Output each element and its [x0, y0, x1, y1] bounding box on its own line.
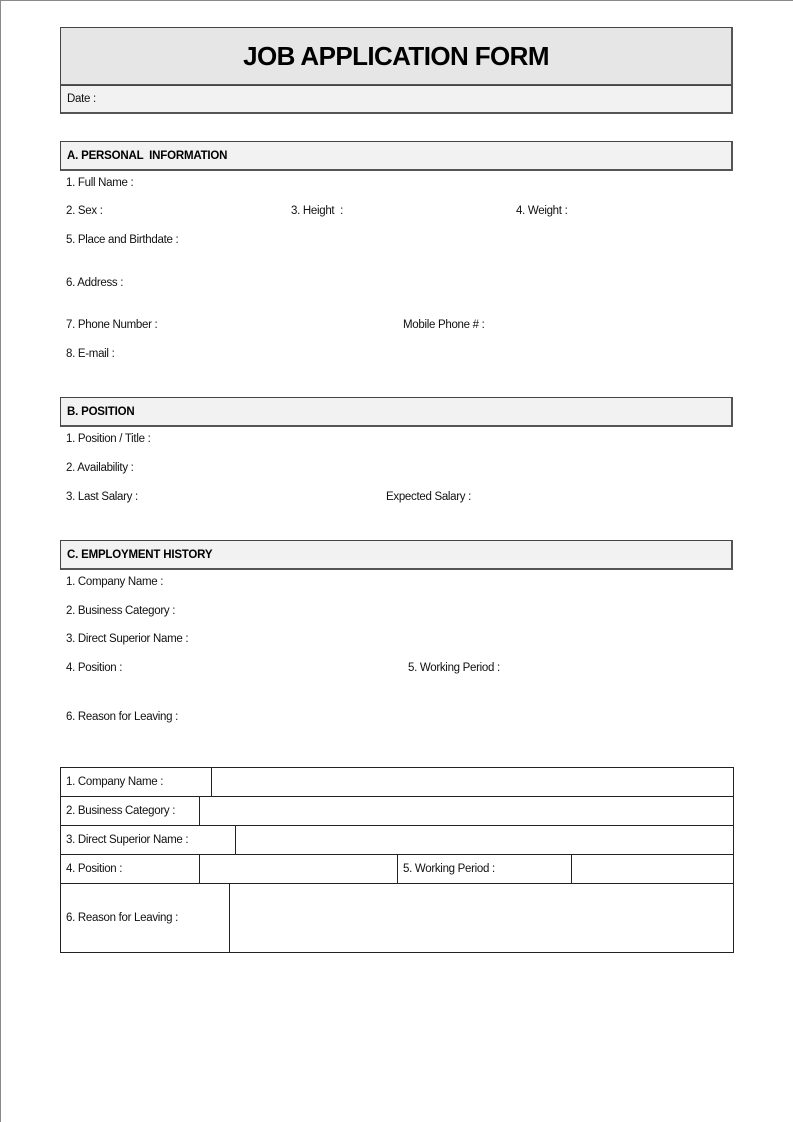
- reason-leaving-label: 6. Reason for Leaving :: [66, 912, 179, 924]
- table-row-position: [61, 855, 733, 884]
- weight-field[interactable]: 4. Weight :: [516, 205, 568, 217]
- email-field[interactable]: 8. E-mail :: [66, 348, 115, 360]
- place-birthdate-field[interactable]: 5. Place and Birthdate :: [66, 234, 179, 246]
- table-row-business: [61, 797, 733, 826]
- reason-leaving-field[interactable]: 6. Reason for Leaving :: [66, 711, 179, 723]
- employment-history-table: [60, 767, 734, 953]
- height-field[interactable]: 3. Height :: [291, 205, 344, 217]
- company-name-label: 1. Company Name :: [66, 776, 164, 788]
- section-c-header: [60, 540, 733, 570]
- position-label: 4. Position :: [66, 863, 123, 875]
- sex-field[interactable]: 2. Sex :: [66, 205, 103, 217]
- section-b-heading: B. POSITION: [67, 405, 135, 418]
- position-input[interactable]: [200, 855, 398, 883]
- working-period-label: 5. Working Period :: [403, 863, 495, 875]
- phone-number-field[interactable]: 7. Phone Number :: [66, 319, 158, 331]
- direct-superior-input[interactable]: [236, 826, 733, 854]
- title-box: [60, 27, 733, 86]
- address-field[interactable]: 6. Address :: [66, 277, 124, 289]
- position-field[interactable]: 4. Position :: [66, 662, 123, 674]
- availability-field[interactable]: 2. Availability :: [66, 462, 134, 474]
- business-category-label: 2. Business Category :: [66, 805, 176, 817]
- business-category-field[interactable]: 2. Business Category :: [66, 605, 176, 617]
- page-border-top: [0, 0, 793, 1]
- business-category-input[interactable]: [200, 797, 733, 825]
- reason-leaving-input[interactable]: [230, 884, 733, 952]
- working-period-field[interactable]: 5. Working Period :: [408, 662, 500, 674]
- section-c-heading: C. EMPLOYMENT HISTORY: [67, 548, 213, 561]
- table-row-reason: [61, 884, 733, 952]
- date-field[interactable]: [60, 85, 733, 114]
- position-title-field[interactable]: 1. Position / Title :: [66, 433, 151, 445]
- working-period-input[interactable]: [572, 855, 733, 883]
- section-a-heading: A. PERSONAL INFORMATION: [67, 149, 228, 162]
- section-a-header: [60, 141, 733, 171]
- mobile-phone-field[interactable]: Mobile Phone # :: [403, 319, 485, 331]
- last-salary-field[interactable]: 3. Last Salary :: [66, 491, 138, 503]
- date-label: Date :: [67, 93, 96, 105]
- company-name-field[interactable]: 1. Company Name :: [66, 576, 164, 588]
- full-name-field[interactable]: 1. Full Name :: [66, 177, 134, 189]
- direct-superior-field[interactable]: 3. Direct Superior Name :: [66, 633, 189, 645]
- page-border-left: [0, 0, 1, 1122]
- page-title: JOB APPLICATION FORM: [243, 40, 549, 71]
- direct-superior-label: 3. Direct Superior Name :: [66, 834, 189, 846]
- company-name-input[interactable]: [212, 768, 733, 796]
- expected-salary-field[interactable]: Expected Salary :: [386, 491, 472, 503]
- table-row-company: [61, 768, 733, 797]
- section-b-header: [60, 397, 733, 427]
- table-row-superior: [61, 826, 733, 855]
